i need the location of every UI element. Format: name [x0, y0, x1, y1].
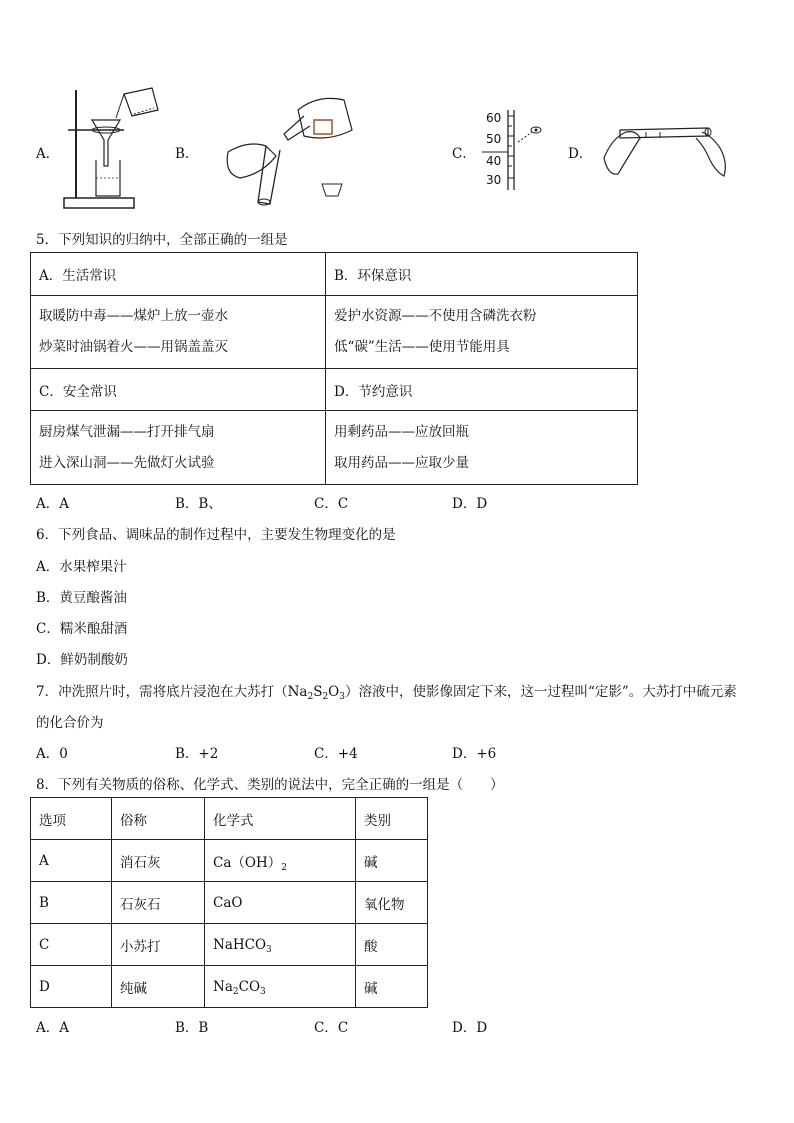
cylinder-tick-50: 50: [486, 132, 502, 146]
q5-cell-d-head: D．节约意识: [326, 369, 638, 411]
cylinder-tick-30: 30: [486, 173, 502, 187]
q4-option-a-label: A．: [36, 146, 60, 162]
q5-d-line1: 用剩药品——应放回瓶: [334, 423, 469, 440]
q5-b-line1: 爱护水资源——不使用含磷洗衣粉: [334, 308, 537, 324]
pouring-liquid-figure: [218, 90, 358, 210]
q8-header-formula: 化学式: [205, 798, 356, 840]
q6-option-a[interactable]: A．水果榨果汁: [36, 559, 127, 575]
q5-option-c[interactable]: C．C: [314, 496, 349, 512]
q6-option-c[interactable]: C．糯米酿甜酒: [36, 621, 128, 637]
q5-cell-b-body: [326, 296, 638, 369]
q8-row-c-name: 小苏打: [112, 924, 205, 966]
q8-row-d-category: 碱: [356, 966, 428, 1008]
q5-cell-d-body: [326, 411, 638, 485]
q8-row-a-category: 碱: [356, 840, 428, 882]
q8-row-a-name: 消石灰: [112, 840, 205, 882]
q5-cell-a-body: [31, 296, 326, 369]
q5-knowledge-table: [30, 252, 638, 485]
q5-stem: 5．下列知识的归纳中，全部正确的一组是: [36, 232, 288, 248]
q5-cell-b-head: B．环保意识: [326, 253, 638, 296]
q7-stem-line1: 7．冲洗照片时，需将底片浸泡在大苏打$(Na_2S_2O_3)$溶液中，使影像固定下来，这一过程叫“定影”。大苏打中硫元素: [36, 684, 737, 702]
filtration-apparatus-figure: [62, 88, 172, 213]
q8-substance-table: [30, 797, 428, 1008]
q7-option-c[interactable]: C．+4: [314, 746, 358, 762]
q8-row-b-formula: CaO: [205, 882, 356, 924]
q8-header-option: 选项: [31, 798, 112, 840]
q8-option-a[interactable]: A．A: [36, 1020, 69, 1036]
q8-row-d-formula: $Na_2CO_3$: [205, 966, 356, 1008]
q8-option-d[interactable]: D．D: [452, 1020, 488, 1036]
q4-option-c-label: C．: [452, 146, 476, 162]
q8-row-b-category: 氧化物: [356, 882, 428, 924]
q7-option-a[interactable]: A．0: [36, 746, 68, 762]
q8-header-name: 俗称: [112, 798, 205, 840]
q5-cell-c-body: [31, 411, 326, 485]
q5-cell-a-head: A．生活常识: [31, 253, 326, 296]
table-row: [31, 966, 428, 1008]
q5-c-line1: 厨房煤气泄漏——打开排气扇: [39, 423, 215, 440]
table-row: [31, 924, 428, 966]
q8-stem: 8．下列有关物质的俗称、化学式、类别的说法中，完全正确的一组是（ ）: [36, 777, 504, 793]
cylinder-tick-60: 60: [486, 111, 502, 125]
q7-stem-line2: 的化合价为: [36, 715, 104, 731]
q8-row-c-formula: NaHCO$_3$: [205, 924, 356, 966]
q8-row-c-category: 酸: [356, 924, 428, 966]
q5-option-b[interactable]: B．B、: [175, 496, 222, 512]
q8-row-d-name: 纯碱: [112, 966, 205, 1008]
q5-c-line2: 进入深山洞——先做灯火试验: [39, 454, 215, 471]
q8-header-category: 类别: [356, 798, 428, 840]
q8-option-c[interactable]: C．C: [314, 1020, 349, 1036]
q5-b-line2: 低“碳”生活——使用节能用具: [334, 339, 510, 355]
table-row: [31, 840, 428, 882]
q8-row-d-option: D: [31, 966, 112, 1008]
q8-row-b-name: 石灰石: [112, 882, 205, 924]
q5-d-line2: 取用药品——应取少量: [334, 454, 469, 471]
q7-option-b[interactable]: B．+2: [175, 746, 219, 762]
q8-row-b-option: B: [31, 882, 112, 924]
q5-a-line1: 取暖防中毒——煤炉上放一壶水: [39, 308, 228, 324]
table-row: [31, 882, 428, 924]
q4-option-d-label: D．: [568, 146, 593, 162]
q8-row-c-option: C: [31, 924, 112, 966]
q4-option-b-label: B．: [175, 146, 199, 162]
cylinder-tick-40: 40: [486, 154, 502, 168]
q7-option-d[interactable]: D．+6: [452, 746, 497, 762]
q8-option-b[interactable]: B．B: [175, 1020, 209, 1036]
q5-option-a[interactable]: A．A: [36, 496, 69, 512]
holding-test-tube-figure: [600, 118, 730, 182]
q5-a-line2: 炒菜时油锅着火——用锅盖盖灭: [39, 339, 228, 355]
q5-cell-c-head: C．安全常识: [31, 369, 326, 411]
q6-stem: 6．下列食品、调味品的制作过程中，主要发生物理变化的是: [36, 527, 396, 543]
q8-row-a-formula: $Ca(OH)_2$: [205, 840, 356, 882]
q8-row-a-option: A: [31, 840, 112, 882]
q6-option-b[interactable]: B．黄豆酿酱油: [36, 590, 127, 606]
q5-option-d[interactable]: D．D: [452, 496, 488, 512]
q6-option-d[interactable]: D．鲜奶制酸奶: [36, 652, 128, 668]
